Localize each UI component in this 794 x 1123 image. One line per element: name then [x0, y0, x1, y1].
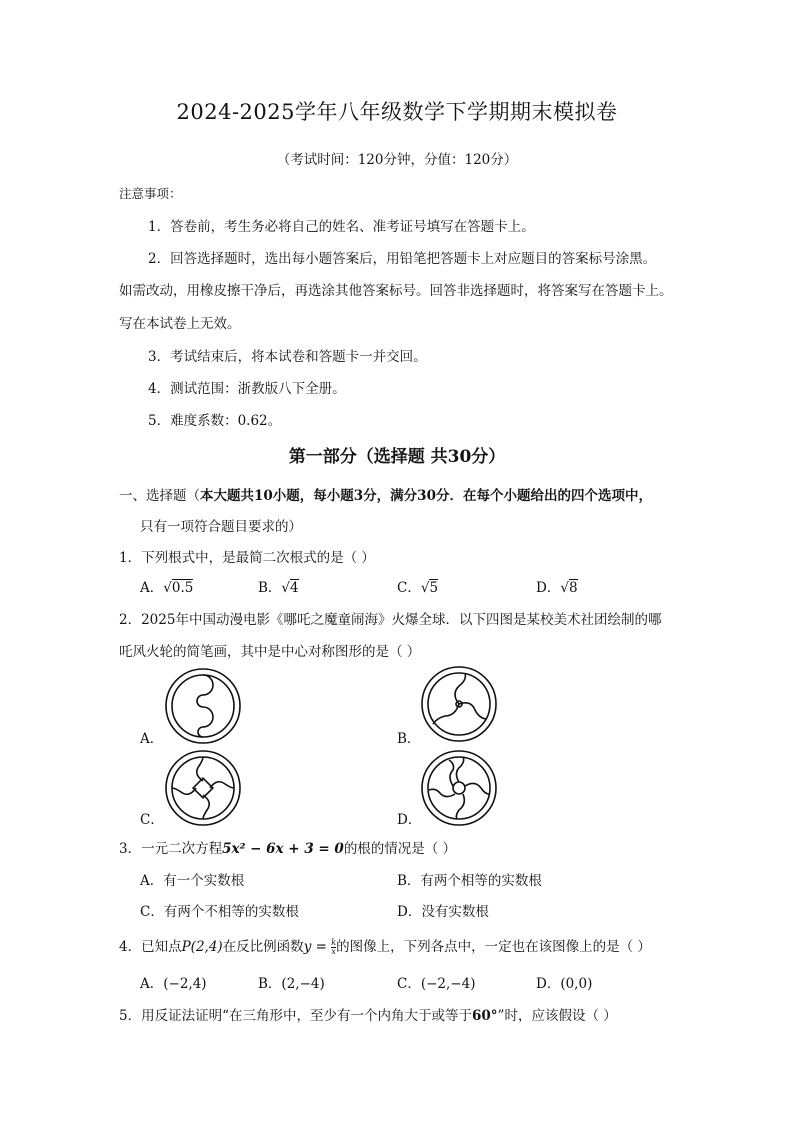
- q4-option-b-text: (2,−4): [281, 976, 325, 992]
- q3-option-b: [397, 869, 542, 889]
- q1-option-a: [140, 576, 193, 596]
- q1-option-d-label: D．: [536, 580, 561, 596]
- q1-option-b-radicand: 4: [290, 580, 299, 596]
- section-intro-bold: 本大题共10小题，每小题3分，满分30分．在每个小题给出的四个选项中，: [200, 488, 652, 504]
- fire-wheel-five-blade-icon: [419, 748, 499, 828]
- q4-option-b-label: B．: [258, 976, 282, 992]
- note-item-1: 1．答卷前，考生务必将自己的姓名、准考证号填写在答题卡上。: [148, 219, 535, 235]
- q1-option-b-label: B．: [258, 580, 282, 596]
- note-item-2-line2: 如需改动，用橡皮擦干净后，再选涂其他答案标号。回答非选择题时，将答案写在答题卡上。: [119, 283, 673, 299]
- sqrt-symbol: √: [560, 580, 569, 596]
- q3-option-c: [140, 900, 299, 920]
- q3-option-d-text: 没有实数根: [421, 904, 489, 920]
- section-intro-line2: 只有一项符合题目要求的）: [140, 519, 302, 535]
- question-2-stem-line2: 吒风火轮的简笔画，其中是中心对称图形的是（ ）: [119, 644, 421, 660]
- q1-option-d-radicand: 8: [568, 580, 578, 596]
- section-intro-line1: [119, 484, 652, 504]
- q2-option-c-label: C．: [140, 812, 164, 828]
- q4-func-y: y =: [303, 939, 332, 955]
- note-item-2-line1: 2．回答选择题时，选出每小题答案后，用铅笔把答题卡上对应题目的答案标号涂黑。: [148, 251, 657, 267]
- q3-option-b-text: 有两个相等的实数根: [420, 873, 542, 889]
- sqrt-symbol: √: [281, 580, 291, 596]
- q1-option-c-label: C．: [397, 580, 421, 596]
- q4-option-a: [140, 972, 207, 992]
- q5-angle: 60°: [472, 1008, 498, 1024]
- note-item-4: 4．测试范围：浙教版八下全册。: [148, 381, 346, 397]
- q3-option-b-label: B．: [397, 873, 421, 889]
- q4-option-d: [536, 972, 592, 992]
- q4-stem-prefix: 4．已知点: [119, 939, 182, 955]
- fire-wheel-four-blade-icon: [163, 748, 243, 828]
- q4-stem-mid: 在反比例函数: [222, 939, 304, 955]
- q1-option-a-label: A．: [140, 580, 164, 596]
- q3-option-d: [397, 900, 489, 920]
- q3-option-a-text: 有一个实数根: [163, 873, 245, 889]
- q2-option-a-label: A．: [140, 731, 164, 747]
- q1-option-c: [397, 576, 438, 596]
- q2-option-d-label: D．: [397, 812, 422, 828]
- fire-wheel-three-blade-icon: [419, 664, 499, 744]
- q3-option-a-label: A．: [140, 873, 164, 889]
- q3-option-c-label: C．: [140, 904, 164, 920]
- q1-option-a-radicand: 0.5: [171, 580, 194, 596]
- q3-stem-prefix: 3．一元二次方程: [119, 841, 223, 857]
- notes-heading: 注意事项：: [119, 186, 182, 201]
- page-title: 2024-2025学年八年级数学下学期期末模拟卷: [176, 100, 618, 124]
- question-4-stem: [119, 935, 651, 956]
- q4-option-b: [258, 972, 325, 992]
- exam-info: （考试时间：120分钟，分值：120分）: [276, 152, 518, 168]
- q4-point: P(2,4): [181, 939, 223, 955]
- question-2-stem-line1: 2．2025年中国动漫电影《哪吒之魔童闹海》火爆全球．以下四图是某校美术社团绘制的哪: [119, 612, 662, 628]
- q4-option-c-label: C．: [397, 976, 421, 992]
- sqrt-symbol: √: [163, 580, 172, 596]
- q3-option-d-label: D．: [397, 904, 422, 920]
- note-item-5: 5．难度系数：0.62。: [148, 413, 282, 429]
- q5-stem-suffix: ”时，应该假设（ ）: [497, 1008, 617, 1024]
- q1-option-c-radicand: 5: [429, 580, 439, 596]
- q4-option-d-label: D．: [536, 976, 561, 992]
- q3-option-c-text: 有两个不相等的实数根: [163, 904, 299, 920]
- note-item-2-line3: 写在本试卷上无效。: [119, 316, 241, 332]
- question-1-stem: 1．下列根式中，是最简二次根式的是（ ）: [119, 550, 375, 566]
- q1-option-b: [258, 576, 299, 596]
- q4-option-c-text: (−2,−4): [420, 976, 476, 992]
- q2-option-b-label: B．: [397, 731, 421, 747]
- q4-frac-num: k: [331, 938, 337, 947]
- q3-option-a: [140, 869, 244, 889]
- fire-wheel-two-lobe-icon: [163, 666, 243, 746]
- q4-option-a-text: (−2,4): [163, 976, 207, 992]
- q5-stem-prefix: 5．用反证法证明“在三角形中，至少有一个内角大于或等于: [119, 1008, 472, 1024]
- q4-option-d-text: (0,0): [560, 976, 593, 992]
- q3-equation: 5x² − 6x + 3 = 0: [222, 841, 344, 857]
- section-intro-prefix: 一、选择题（: [119, 488, 200, 504]
- q3-stem-suffix: 的根的情况是（ ）: [343, 841, 457, 857]
- q4-option-a-label: A．: [140, 976, 164, 992]
- question-5-stem: [119, 1004, 617, 1024]
- section-title: 第一部分（选择题 共30分）: [288, 447, 506, 467]
- q1-option-d: [536, 576, 578, 596]
- note-item-3: 3．考试结束后，将本试卷和答题卡一并交回。: [148, 349, 427, 365]
- sqrt-symbol: √: [420, 580, 430, 596]
- q4-stem-suffix: 的图像上，下列各点中，一定也在该图像上的是（ ）: [336, 939, 651, 955]
- q4-option-c: [397, 972, 475, 992]
- q4-frac-den: x: [331, 947, 336, 956]
- question-3-stem: [119, 837, 456, 857]
